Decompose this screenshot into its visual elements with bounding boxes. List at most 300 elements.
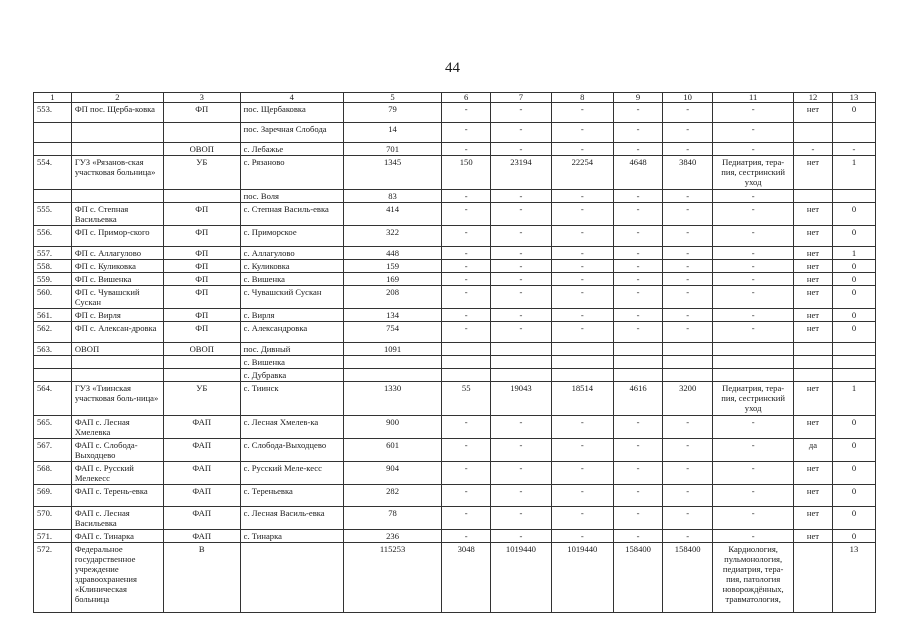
table-cell-type: ФАП	[163, 416, 240, 439]
table-cell-type	[163, 190, 240, 203]
table-cell-c13: 0	[832, 507, 875, 530]
table-cell-c12: нет	[794, 530, 833, 543]
table-cell-c8: -	[551, 273, 613, 286]
table-row	[34, 156, 876, 190]
table-cell-pop: 414	[343, 203, 441, 226]
table-cell-c13: 0	[832, 530, 875, 543]
table-cell-c13: 0	[832, 286, 875, 309]
table-cell-c7: -	[491, 507, 551, 530]
table-cell-c7: -	[491, 203, 551, 226]
table-cell-c10: -	[663, 416, 713, 439]
table-cell-name: ФП с. Алексан-дровка	[71, 322, 163, 343]
table-cell-c13: 0	[832, 103, 875, 123]
table-cell-c10: -	[663, 439, 713, 462]
table-cell-type: ФАП	[163, 485, 240, 507]
table-cell-c9: -	[614, 507, 663, 530]
table-row	[34, 530, 876, 543]
table-cell-c6: -	[442, 143, 491, 156]
table-cell-c13: 0	[832, 309, 875, 322]
table-cell-pop: 115253	[343, 543, 441, 613]
table-row	[34, 356, 876, 369]
table-cell-c6: 3048	[442, 543, 491, 613]
table-cell-c10: -	[663, 309, 713, 322]
table-row	[34, 382, 876, 416]
table-cell-c13	[832, 190, 875, 203]
table-cell-c13	[832, 343, 875, 356]
table-cell-c8: -	[551, 485, 613, 507]
table-cell-c11: -	[713, 485, 794, 507]
table-cell-c9	[614, 343, 663, 356]
table-cell-c8: 22254	[551, 156, 613, 190]
table-cell-c12: нет	[794, 156, 833, 190]
table-cell-c8: -	[551, 530, 613, 543]
table-cell-loc: с. Вишенка	[240, 273, 343, 286]
table-cell-num: 569.	[34, 485, 72, 507]
table-cell-type: УБ	[163, 382, 240, 416]
table-cell-c6: -	[442, 507, 491, 530]
table-cell-c6: -	[442, 322, 491, 343]
table-cell-c13: 0	[832, 462, 875, 485]
table-cell-num: 561.	[34, 309, 72, 322]
table-row	[34, 103, 876, 123]
table-cell-c11: -	[713, 530, 794, 543]
table-cell-num: 553.	[34, 103, 72, 123]
table-cell-c6: 55	[442, 382, 491, 416]
table-cell-c9: 4616	[614, 382, 663, 416]
table-cell-num: 563.	[34, 343, 72, 356]
table-cell-name: ОВОП	[71, 343, 163, 356]
table-cell-pop: 208	[343, 286, 441, 309]
col-header: 9	[614, 93, 663, 103]
table-cell-loc	[240, 543, 343, 613]
table-cell-c10: -	[663, 203, 713, 226]
table-cell-c9: -	[614, 322, 663, 343]
col-header: 13	[832, 93, 875, 103]
table-cell-c11: -	[713, 260, 794, 273]
table-cell-c7: -	[491, 260, 551, 273]
table-cell-c10: -	[663, 260, 713, 273]
table-cell-c12	[794, 369, 833, 382]
table-cell-c8: -	[551, 143, 613, 156]
table-cell-c9: -	[614, 103, 663, 123]
table-cell-c8: -	[551, 260, 613, 273]
table-cell-loc: с. Степная Василь-евка	[240, 203, 343, 226]
table-cell-type: ФП	[163, 103, 240, 123]
table-cell-pop: 159	[343, 260, 441, 273]
table-cell-num: 562.	[34, 322, 72, 343]
table-cell-c13: 0	[832, 226, 875, 247]
table-cell-c9: -	[614, 485, 663, 507]
table-cell-c10: -	[663, 462, 713, 485]
table-cell-name	[71, 123, 163, 143]
table-cell-pop: 904	[343, 462, 441, 485]
table-cell-loc: с. Вишенка	[240, 356, 343, 369]
table-cell-name: ФП с. Куликовка	[71, 260, 163, 273]
table-cell-c13	[832, 356, 875, 369]
col-header: 6	[442, 93, 491, 103]
table-row	[34, 507, 876, 530]
col-header: 11	[713, 93, 794, 103]
table-cell-c12	[794, 543, 833, 613]
table-cell-pop: 78	[343, 507, 441, 530]
col-header: 3	[163, 93, 240, 103]
table-cell-c12: нет	[794, 382, 833, 416]
table-cell-loc: с. Слобода-Выходцево	[240, 439, 343, 462]
table-cell-name: ФП с. Чувашский Сускан	[71, 286, 163, 309]
table-cell-c7: -	[491, 123, 551, 143]
table-cell-loc: пос. Щербаковка	[240, 103, 343, 123]
table-cell-c11: -	[713, 273, 794, 286]
table-cell-pop: 236	[343, 530, 441, 543]
table-cell-c6	[442, 343, 491, 356]
table-cell-c7	[491, 356, 551, 369]
table-cell-num: 554.	[34, 156, 72, 190]
table-cell-c13: 0	[832, 260, 875, 273]
table-cell-c11: -	[713, 286, 794, 309]
table-cell-name: ФАП с. Лесная Хмелевка	[71, 416, 163, 439]
table-cell-c10: -	[663, 485, 713, 507]
table-cell-type: ФАП	[163, 439, 240, 462]
table-cell-c7: -	[491, 286, 551, 309]
table-cell-pop: 79	[343, 103, 441, 123]
table-cell-c8: -	[551, 416, 613, 439]
table-cell-c6: 150	[442, 156, 491, 190]
table-row	[34, 260, 876, 273]
table-cell-type: ОВОП	[163, 343, 240, 356]
table-cell-loc: с. Тереньевка	[240, 485, 343, 507]
table-cell-num: 572.	[34, 543, 72, 613]
table-cell-c13	[832, 369, 875, 382]
table-cell-name	[71, 190, 163, 203]
table-cell-c11: -	[713, 247, 794, 260]
table-row	[34, 247, 876, 260]
table-cell-loc: с. Вирля	[240, 309, 343, 322]
table-cell-c10	[663, 369, 713, 382]
table-cell-c11: -	[713, 322, 794, 343]
table-cell-c9: -	[614, 190, 663, 203]
table-cell-c8: -	[551, 322, 613, 343]
table-cell-num: 556.	[34, 226, 72, 247]
table-row	[34, 416, 876, 439]
table-cell-c12: нет	[794, 247, 833, 260]
table-cell-c8: -	[551, 226, 613, 247]
table-cell-num: 568.	[34, 462, 72, 485]
table-cell-c13: 0	[832, 273, 875, 286]
table-cell-c10: -	[663, 322, 713, 343]
table-cell-name: ФАП с. Терень-евка	[71, 485, 163, 507]
table-cell-c6: -	[442, 485, 491, 507]
table-cell-loc: пос. Дивный	[240, 343, 343, 356]
table-cell-num: 560.	[34, 286, 72, 309]
table-cell-name: ФП с. Примор-ского	[71, 226, 163, 247]
table-cell-c10: 3840	[663, 156, 713, 190]
table-cell-c11: -	[713, 143, 794, 156]
table-cell-c7: -	[491, 309, 551, 322]
table-cell-c13: 1	[832, 156, 875, 190]
table-cell-c10: -	[663, 247, 713, 260]
table-cell-c9: -	[614, 226, 663, 247]
table-cell-pop: 83	[343, 190, 441, 203]
table-row	[34, 226, 876, 247]
table-cell-c6: -	[442, 190, 491, 203]
table-cell-c13: 1	[832, 247, 875, 260]
table-cell-loc: с. Дубравка	[240, 369, 343, 382]
table-cell-c8	[551, 343, 613, 356]
table-cell-c6: -	[442, 273, 491, 286]
table-cell-c6: -	[442, 286, 491, 309]
table-cell-c11: -	[713, 123, 794, 143]
table-cell-num	[34, 143, 72, 156]
table-cell-c9	[614, 356, 663, 369]
table-cell-c13: 1	[832, 382, 875, 416]
table-cell-c9: -	[614, 143, 663, 156]
table-cell-c12: нет	[794, 485, 833, 507]
table-cell-type: ФП	[163, 260, 240, 273]
table-cell-c6	[442, 369, 491, 382]
table-cell-type: ФП	[163, 226, 240, 247]
table-cell-name: Федеральное государственное учреждение здравоохранения «Клиническая больница	[71, 543, 163, 613]
table-cell-num	[34, 190, 72, 203]
table-cell-loc: пос. Заречная Слобода	[240, 123, 343, 143]
table-cell-num	[34, 123, 72, 143]
table-row	[34, 143, 876, 156]
table-cell-c10: -	[663, 103, 713, 123]
table-cell-loc: с. Чувашский Сускан	[240, 286, 343, 309]
table-cell-loc: с. Приморское	[240, 226, 343, 247]
table-cell-c9: -	[614, 439, 663, 462]
table-cell-c9: 4648	[614, 156, 663, 190]
table-cell-pop: 701	[343, 143, 441, 156]
table-row	[34, 286, 876, 309]
table-cell-loc: с. Лесная Василь-евка	[240, 507, 343, 530]
page-number: 44	[445, 60, 460, 76]
table-cell-type	[163, 369, 240, 382]
table-cell-c10: -	[663, 226, 713, 247]
table-row	[34, 462, 876, 485]
table-cell-type: ФП	[163, 309, 240, 322]
table-cell-name	[71, 369, 163, 382]
table-cell-c13: 0	[832, 203, 875, 226]
table-cell-c7: -	[491, 416, 551, 439]
table-cell-c9: -	[614, 286, 663, 309]
table-cell-c11: -	[713, 439, 794, 462]
table-cell-c10: -	[663, 123, 713, 143]
table-cell-c10: -	[663, 190, 713, 203]
table-cell-c6: -	[442, 226, 491, 247]
table-cell-c12: нет	[794, 273, 833, 286]
table-cell-c10: 3200	[663, 382, 713, 416]
table-cell-pop: 282	[343, 485, 441, 507]
table-cell-num: 571.	[34, 530, 72, 543]
table-cell-c13: 0	[832, 439, 875, 462]
table-cell-c8: -	[551, 462, 613, 485]
table-cell-c10: -	[663, 143, 713, 156]
table-cell-c12: нет	[794, 103, 833, 123]
table-cell-c11: -	[713, 203, 794, 226]
table-cell-name: ФАП с. Слобода-Выходцево	[71, 439, 163, 462]
table-cell-c6: -	[442, 123, 491, 143]
table-cell-c9: -	[614, 260, 663, 273]
table-cell-num: 567.	[34, 439, 72, 462]
table-cell-name: ФАП с. Лесная Васильевка	[71, 507, 163, 530]
col-header: 1	[34, 93, 72, 103]
table-cell-num: 570.	[34, 507, 72, 530]
table-cell-c13: 0	[832, 322, 875, 343]
table-cell-c6: -	[442, 203, 491, 226]
table-cell-pop: 754	[343, 322, 441, 343]
table-cell-c10: -	[663, 507, 713, 530]
table-cell-c12: -	[794, 143, 833, 156]
table-cell-pop: 900	[343, 416, 441, 439]
table-cell-c7: 1019440	[491, 543, 551, 613]
table-row	[34, 369, 876, 382]
table-cell-c9: -	[614, 309, 663, 322]
table-cell-type: ОВОП	[163, 143, 240, 156]
table-cell-type: ФП	[163, 247, 240, 260]
table-cell-num: 558.	[34, 260, 72, 273]
table-cell-c8	[551, 369, 613, 382]
table-cell-c12: нет	[794, 322, 833, 343]
table-row	[34, 322, 876, 343]
table-cell-c12: нет	[794, 226, 833, 247]
table-cell-c8: -	[551, 439, 613, 462]
table-cell-name	[71, 143, 163, 156]
table-cell-num: 559.	[34, 273, 72, 286]
table-cell-type	[163, 123, 240, 143]
table-cell-c7: -	[491, 485, 551, 507]
table-cell-c12	[794, 190, 833, 203]
table-cell-c8: -	[551, 103, 613, 123]
table-cell-type: ФАП	[163, 507, 240, 530]
col-header: 8	[551, 93, 613, 103]
table-cell-c13: 0	[832, 485, 875, 507]
table-cell-c7: -	[491, 190, 551, 203]
table-cell-c11	[713, 356, 794, 369]
table-cell-c12: нет	[794, 309, 833, 322]
table-cell-c10: 158400	[663, 543, 713, 613]
table-cell-c8: -	[551, 190, 613, 203]
table-cell-name: ГУЗ «Рязанов-ская участковая больница»	[71, 156, 163, 190]
table-cell-c6: -	[442, 462, 491, 485]
table-cell-c7: -	[491, 462, 551, 485]
table-cell-c13	[832, 123, 875, 143]
table-cell-c12	[794, 343, 833, 356]
table-cell-c8: 18514	[551, 382, 613, 416]
table-cell-c12	[794, 356, 833, 369]
table-cell-c6: -	[442, 416, 491, 439]
table-cell-c9: -	[614, 416, 663, 439]
table-cell-type: ФАП	[163, 462, 240, 485]
table-cell-name: ФП пос. Щерба-ковка	[71, 103, 163, 123]
table-cell-type: УБ	[163, 156, 240, 190]
table-cell-type: ФП	[163, 286, 240, 309]
col-header: 10	[663, 93, 713, 103]
table-cell-c11: Кардиология, пульмонология, педиатрия, тера-пия, патология новорождённых, травматология,	[713, 543, 794, 613]
table-cell-type: ФАП	[163, 530, 240, 543]
table-cell-name: ФАП с. Русский Мелекесс	[71, 462, 163, 485]
table-row	[34, 273, 876, 286]
table-cell-num: 557.	[34, 247, 72, 260]
col-header: 12	[794, 93, 833, 103]
table-cell-type	[163, 356, 240, 369]
table-cell-c11: -	[713, 190, 794, 203]
table-cell-c11: -	[713, 416, 794, 439]
col-header: 7	[491, 93, 551, 103]
table-cell-c7: -	[491, 322, 551, 343]
table-cell-c11: -	[713, 309, 794, 322]
table-cell-c11: -	[713, 507, 794, 530]
table-cell-loc: с. Рязаново	[240, 156, 343, 190]
table-cell-c7: 19043	[491, 382, 551, 416]
table-cell-loc: с. Лесная Хмелев-ка	[240, 416, 343, 439]
table-cell-c7: -	[491, 530, 551, 543]
table-row	[34, 485, 876, 507]
table-cell-c6: -	[442, 439, 491, 462]
table-cell-c9: -	[614, 530, 663, 543]
table-cell-c9	[614, 369, 663, 382]
table-cell-num: 565.	[34, 416, 72, 439]
table-cell-loc: с. Тинарка	[240, 530, 343, 543]
table-cell-c7: -	[491, 273, 551, 286]
table-cell-num: 555.	[34, 203, 72, 226]
table-cell-c10: -	[663, 273, 713, 286]
table-cell-c10: -	[663, 286, 713, 309]
table-cell-c8: -	[551, 309, 613, 322]
table-cell-c8: -	[551, 247, 613, 260]
table-cell-c12: нет	[794, 260, 833, 273]
table-cell-name: ФАП с. Тинарка	[71, 530, 163, 543]
table-cell-name: ГУЗ «Тиинская участковая боль-ница»	[71, 382, 163, 416]
table-cell-pop: 1345	[343, 156, 441, 190]
table-cell-c8: -	[551, 286, 613, 309]
table-cell-c12: нет	[794, 416, 833, 439]
table-cell-name: ФП с. Вирля	[71, 309, 163, 322]
table-cell-c6: -	[442, 309, 491, 322]
table-row	[34, 543, 876, 613]
table-cell-name	[71, 356, 163, 369]
table-cell-type: ФП	[163, 203, 240, 226]
table-cell-c10	[663, 343, 713, 356]
table-cell-loc: с. Русский Меле-кесс	[240, 462, 343, 485]
table-cell-pop: 601	[343, 439, 441, 462]
table-cell-pop: 14	[343, 123, 441, 143]
table-cell-c11: -	[713, 103, 794, 123]
table-cell-pop: 134	[343, 309, 441, 322]
table-cell-c12	[794, 123, 833, 143]
table-cell-c8: -	[551, 123, 613, 143]
table-row	[34, 123, 876, 143]
table-cell-c9: -	[614, 462, 663, 485]
table-cell-c8: 1019440	[551, 543, 613, 613]
table-cell-c6: -	[442, 530, 491, 543]
table-cell-c12: нет	[794, 462, 833, 485]
table-cell-c11	[713, 369, 794, 382]
table-cell-loc: пос. Воля	[240, 190, 343, 203]
table-cell-c6	[442, 356, 491, 369]
table-cell-c13: 0	[832, 416, 875, 439]
table-cell-loc: с. Аллагулово	[240, 247, 343, 260]
table-cell-c7	[491, 369, 551, 382]
table-cell-c11: Педиатрия, тера-пия, сестринский уход	[713, 156, 794, 190]
table-cell-c11	[713, 343, 794, 356]
table-cell-pop	[343, 369, 441, 382]
table-cell-c7: -	[491, 103, 551, 123]
table-cell-pop	[343, 356, 441, 369]
table-cell-pop: 1330	[343, 382, 441, 416]
table-row	[34, 439, 876, 462]
table-cell-c12: да	[794, 439, 833, 462]
table-cell-num: 564.	[34, 382, 72, 416]
